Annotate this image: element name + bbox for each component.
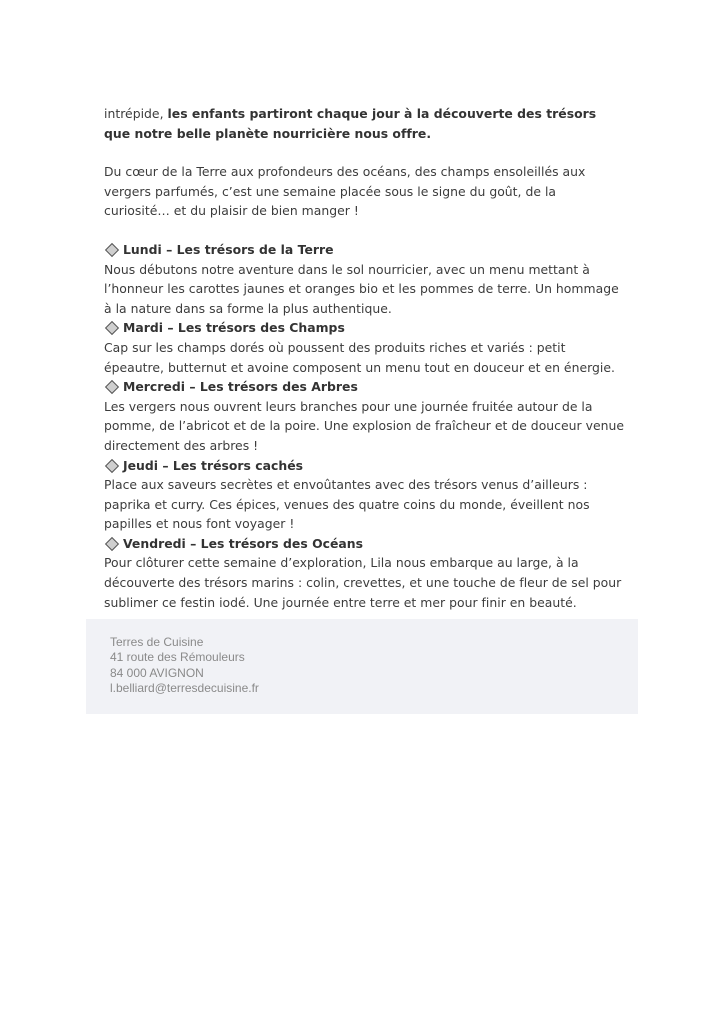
diamond-bullet-icon <box>105 537 119 551</box>
footer-address <box>110 635 259 697</box>
document-body <box>104 104 624 612</box>
day-title-text: Mardi – Les trésors des Champs <box>123 320 345 336</box>
footer-email-link[interactable]: l.belliard@terresdecuisine.fr <box>110 681 259 696</box>
footer-city: 84 000 AVIGNON <box>110 665 204 680</box>
day-section-thursday <box>104 456 624 534</box>
day-title-text: Mercredi – Les trésors des Arbres <box>123 379 358 395</box>
signature-footer <box>86 619 638 714</box>
day-section-friday <box>104 534 624 612</box>
footer-company: Terres de Cuisine <box>110 635 204 649</box>
footer-street: 41 route des Rémouleurs <box>110 650 245 665</box>
intro-lead: intrépide, <box>104 106 168 121</box>
day-title <box>104 318 624 338</box>
day-title-text: Lundi – Les trésors de la Terre <box>123 241 334 257</box>
day-text: Nous débutons notre aventure dans le sol nourricier, avec un menu mettant à l’honneur les carottes jaunes et oranges bio et les pommes de terre. Un hommage à la nature dans sa forme la plus authentique. <box>104 261 619 316</box>
day-text: Pour clôturer cette semaine d’exploration, Lila nous embarque au large, à la découverte des trésors marins : colin, crevettes, et une touche de fleur de sel pour sublimer ce festin iodé. Une journée entre terre et mer pour finir en beauté. <box>104 555 622 610</box>
day-title-text: Jeudi – Les trésors cachés <box>123 457 304 473</box>
intro-paragraph-2: Du cœur de la Terre aux profondeurs des océans, des champs ensoleillés aux vergers parfumés, c’est une semaine placée sous le signe du goût, de la curiosité… et du plaisir de bien manger ! <box>104 164 586 219</box>
intro-bold: les enfants partiront chaque jour à la découverte des trésors que notre belle planète nourricière nous offre. <box>104 106 597 141</box>
day-text: Place aux saveurs secrètes et envoûtantes avec des trésors venus d’ailleurs : paprika et curry. Ces épices, venues des quatre coins du monde, éveillent nos papilles et nous font voyager ! <box>104 477 590 532</box>
diamond-bullet-icon <box>105 458 119 472</box>
diamond-bullet-icon <box>105 380 119 394</box>
intro-paragraph <box>104 104 624 143</box>
day-section-tuesday <box>104 318 624 377</box>
diamond-bullet-icon <box>105 243 119 257</box>
day-text: Cap sur les champs dorés où poussent des produits riches et variés : petit épeautre, butternut et avoine composent un menu tout en douceur et en énergie. <box>104 339 615 375</box>
day-title <box>104 377 624 397</box>
day-section-monday <box>104 240 624 318</box>
day-title <box>104 240 624 260</box>
day-section-wednesday <box>104 377 624 455</box>
day-title <box>104 456 624 476</box>
day-text: Les vergers nous ouvrent leurs branches pour une journée fruitée autour de la pomme, de l’abricot et de la poire. Une explosion de fraîcheur et de douceur venue directement des arbres ! <box>104 398 624 453</box>
day-title <box>104 534 624 554</box>
diamond-bullet-icon <box>105 321 119 335</box>
day-title-text: Vendredi – Les trésors des Océans <box>123 535 364 551</box>
